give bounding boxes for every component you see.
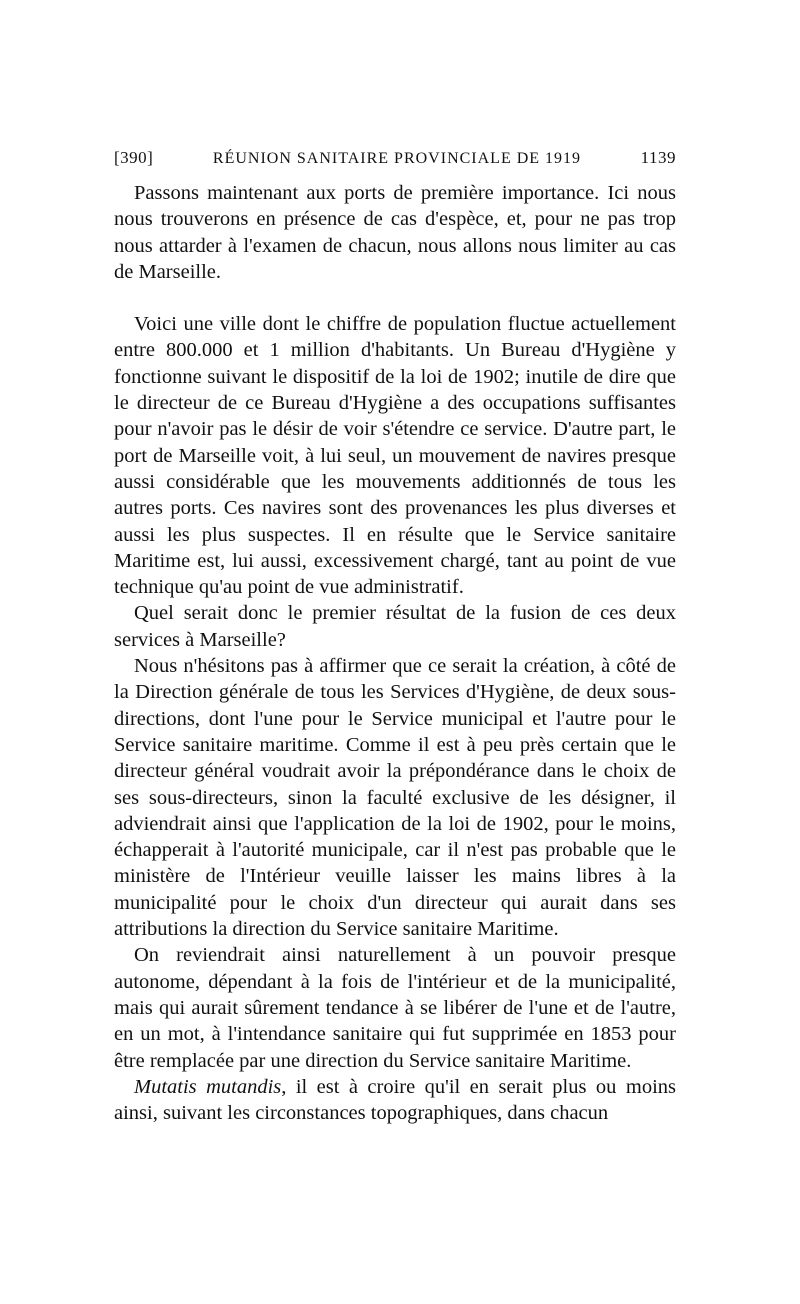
paragraph-ports: Passons maintenant aux ports de première importance. Ici nous nous trouverons en présence de cas d'espèce, et, pour ne pas trop nous attarder à l'examen de chacun, nous allons nous limiter au cas de Marseille. <box>114 182 676 283</box>
paragraph-mutatis <box>114 1074 676 1127</box>
book-page <box>114 148 676 1126</box>
italic-lead: Mutatis mutandis <box>134 1075 282 1098</box>
running-header <box>114 148 676 178</box>
page-number: 1139 <box>640 148 676 167</box>
header-title: RÉUNION SANITAIRE PROVINCIALE DE 1919 <box>212 150 582 167</box>
paragraph-autonomy: On reviendrait ainsi naturellement à un pouvoir presque autonome, dépendant à la fois de l'intérieur et de la municipalité, mais qui aurait sûrement tendance à se libérer de l'une et de l'autre, en un mot, à l'intendance sanitaire qui fut supprimée en 1853 pour être remplacée par une direction du Service sanitaire Maritime. <box>114 944 676 1072</box>
paragraph-directions: Nous n'hésitons pas à affirmer que ce serait la création, à côté de la Direction générale de tous les Services d'Hygiène, de deux sous-directions, dont l'une pour le Service municipal et l'autre pour le Service sanitaire maritime. Comme il est à peu près certain que le directeur général voudrait avoir la prépondérance dans le choix de ses sous-directeurs, sinon la faculté exclusive de les désigner, il adviendrait ainsi que l'application de la loi de 1902, pour le moins, échapperait à l'autorité municipale, car il n'est pas probable que le ministère de l'Intérieur veuille laisser les mains libres à la municipalité pour le choix d'un directeur qui aurait dans ses attributions la direction du Service sanitaire Maritime. <box>114 655 676 941</box>
body-text <box>114 180 676 1126</box>
paragraph-rest: , il est à croire qu'il en serait plus ou moins ainsi, suivant les circonstances topographiques, dans chacun <box>114 1075 676 1125</box>
paragraph-question: Quel serait donc le premier résultat de la fusion de ces deux services à Marseille? <box>114 602 676 651</box>
header-left-marker: [390] <box>114 148 154 167</box>
paragraph-marseille: Voici une ville dont le chiffre de population fluctue actuellement entre 800.000 et 1 million d'habitants. Un Bureau d'Hygiène y fonctionne suivant le dispositif de la loi de 1902; inutile de dire que le directeur de ce Bureau d'Hygiène a des occupations suffisantes pour n'avoir pas le désir de voir s'étendre ce service. D'autre part, le port de Marseille voit, à lui seul, un mouvement de navires presque aussi considérable que les mouvements additionnés de tous les autres ports. Ces navires sont des provenances les plus diverses et aussi les plus suspectes. Il en résulte que le Service sanitaire Maritime est, lui aussi, excessivement chargé, tant au point de vue technique qu'au point de vue administratif. <box>114 313 676 599</box>
